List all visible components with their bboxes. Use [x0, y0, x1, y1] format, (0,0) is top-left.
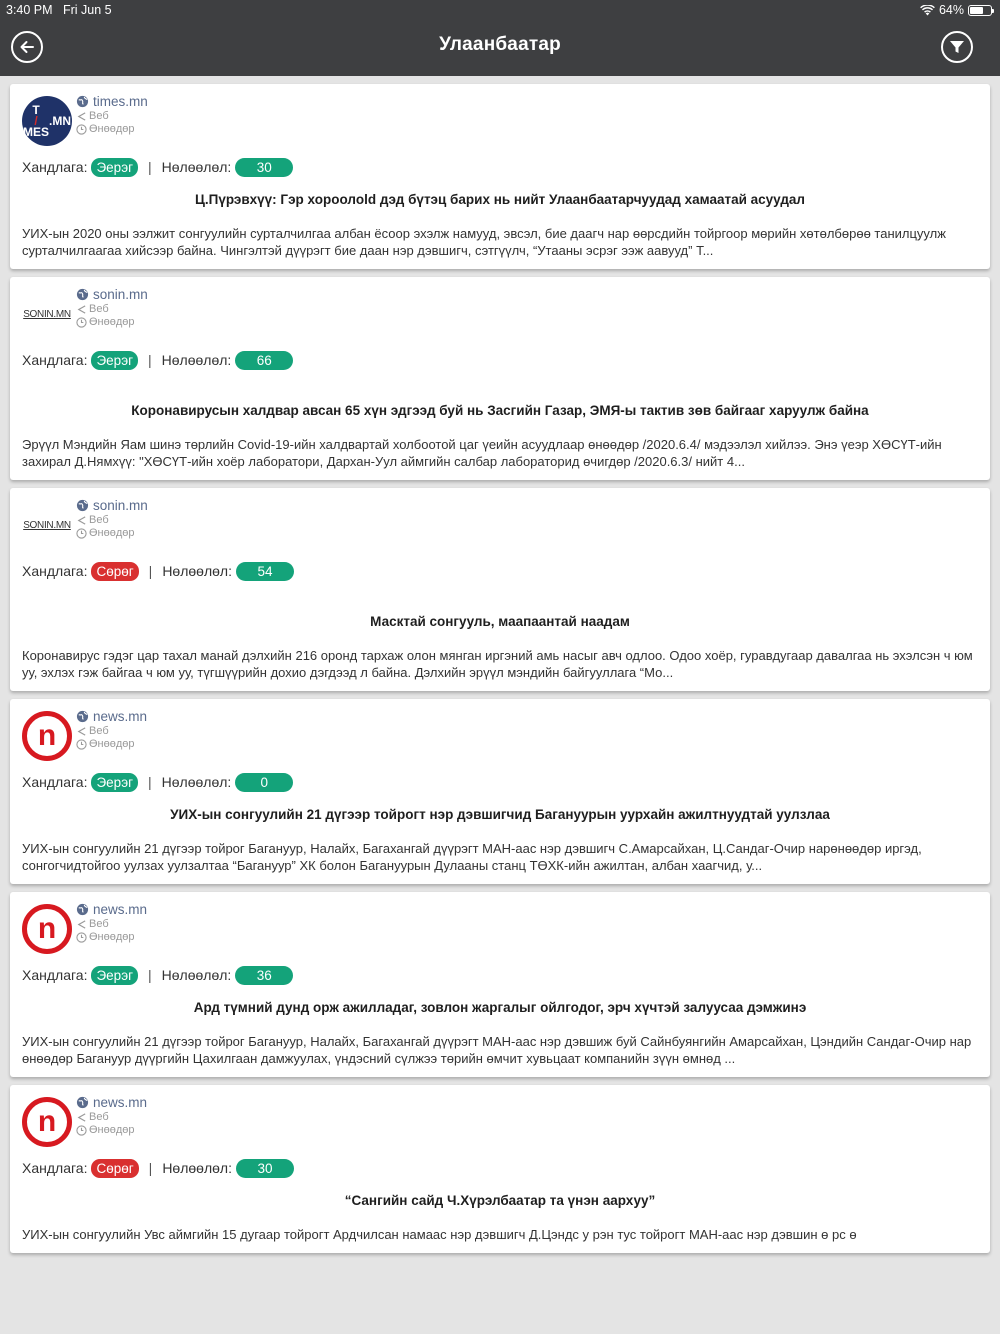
sentiment-badge: Эерэг	[91, 351, 138, 370]
impact-badge: 54	[236, 562, 294, 581]
today-label: Өнөөдөр	[89, 1124, 135, 1136]
source-meta	[76, 498, 148, 539]
source-block	[22, 287, 978, 347]
today-label: Өнөөдөр	[89, 738, 135, 750]
filter-button[interactable]	[941, 31, 973, 63]
impact-label: Нөлөөлөл:	[161, 967, 232, 983]
source-block	[22, 94, 978, 154]
share-icon	[76, 919, 87, 930]
divider: |	[148, 159, 152, 175]
impact-badge: 36	[235, 966, 293, 985]
source-site[interactable]	[76, 287, 148, 302]
globe-icon	[76, 499, 89, 512]
divider: |	[148, 563, 153, 579]
impact-label: Нөлөөлөл:	[161, 159, 232, 175]
globe-icon	[76, 710, 89, 723]
article-headline[interactable]: УИХ-ын сонгуулийн 21 дүгээр тойрогт нэр дэвшигчид Багануурын уурхайн ажилтнуудтай уулзлаа	[170, 807, 830, 822]
impact-label: Нөлөөлөл:	[161, 352, 232, 368]
share-icon	[76, 1112, 87, 1123]
impact-badge: 30	[236, 1159, 294, 1178]
news-feed	[10, 84, 990, 1261]
sentiment-badge: Сөрөг	[91, 1159, 138, 1178]
source-meta	[76, 1095, 147, 1136]
sentiment-badge: Эерэг	[91, 773, 138, 792]
sentiment-badge: Эерэг	[91, 966, 138, 985]
source-site[interactable]	[76, 498, 148, 513]
article-summary: УИХ-ын сонгуулийн 21 дүгээр тойрог Багануур, Налайх, Багахангай дүүрэгт МАН-аас нэр дэвшигч С.Амарсайхан, Ц.Сандаг-Очир нарөнөөдөр иргэд, сонгогчидтойгоо уулзах уулзалтаа “Багануур” ХК болон Багануурын Дулааны станц ТӨХК-ийн ажилтан, албан хаагчид, у...	[22, 841, 922, 873]
web-label: Веб	[89, 725, 109, 737]
sentiment-label: Хандлага:	[22, 967, 88, 983]
source-block	[22, 498, 978, 558]
impact-badge: 66	[235, 351, 293, 370]
source-block	[22, 1095, 978, 1155]
page-title: Улаанбаатар	[439, 34, 561, 55]
impact-label: Нөлөөлөл:	[162, 1160, 232, 1176]
share-icon	[76, 515, 87, 526]
sonin-logo-icon: SONIN.MN	[23, 308, 71, 320]
globe-icon	[76, 1096, 89, 1109]
source-site[interactable]	[76, 1095, 147, 1110]
sentiment-badge: Сөрөг	[91, 562, 138, 581]
source-type	[76, 514, 148, 526]
source-site-name: news.mn	[93, 902, 148, 917]
news-card[interactable]	[10, 699, 990, 884]
news-card[interactable]	[10, 488, 990, 691]
news-card[interactable]	[10, 1085, 990, 1253]
status-bar	[0, 0, 1000, 22]
news-card[interactable]	[10, 277, 990, 480]
stats-row	[22, 349, 978, 371]
published-date	[76, 527, 148, 539]
news-logo-icon: n	[22, 904, 72, 954]
web-label: Веб	[89, 303, 109, 315]
divider: |	[148, 1160, 153, 1176]
clock-icon	[76, 124, 87, 135]
source-type	[76, 110, 148, 122]
impact-label: Нөлөөлөл:	[161, 774, 232, 790]
sentiment-label: Хандлага:	[22, 352, 88, 368]
source-site-name: sonin.mn	[93, 498, 148, 513]
article-headline[interactable]: Ц.Пүрэвхүү: Гэр хороолold дэд бүтэц барих нь нийт Улаанбаатарчуудад хамаатай асуудал	[195, 192, 805, 207]
article-summary: УИХ-ын 2020 оны ээлжит сонгуулийн сурталчилгаа албан ёсоор эхэлж намууд, эвсэл, бие даагч нар өөрсдийн тойргоор мөрийн хөтөлбөрөө танилцуулж сурталчилгаагаа хийсээр байна. Чингэлтэй дүүрэгт бие даан нэр дэвшигч, сэтгүүлч, “Утааны эсрэг ээж аавууд” Т...	[22, 226, 946, 258]
article-headline[interactable]: Масктай сонгууль, маапаантай наадам	[370, 614, 630, 629]
sentiment-label: Хандлага:	[22, 1160, 88, 1176]
battery-percent: 64%	[938, 3, 964, 17]
stats-row	[22, 560, 978, 582]
funnel-icon	[949, 39, 965, 55]
source-block	[22, 709, 978, 769]
impact-badge: 0	[235, 773, 293, 792]
source-type	[76, 918, 147, 930]
web-label: Веб	[89, 110, 109, 122]
published-date	[76, 931, 147, 943]
status-time: 3:40 PM Fri Jun 5	[6, 3, 112, 17]
published-date	[76, 738, 147, 750]
globe-icon	[76, 95, 89, 108]
today-label: Өнөөдөр	[89, 123, 135, 135]
clock-icon	[76, 739, 87, 750]
times-logo-icon: T / MES .MN	[22, 96, 72, 146]
source-block	[22, 902, 978, 962]
article-headline[interactable]: Ард түмний дунд орж ажилладаг, зовлон жаргалыг ойлгодог, эрч хүчтэй залуусаа дэмжинэ	[193, 1000, 807, 1015]
clock-icon	[76, 528, 87, 539]
source-type	[76, 725, 147, 737]
sonin-logo-icon: SONIN.MN	[23, 519, 71, 531]
news-card[interactable]	[10, 84, 990, 269]
source-type	[76, 1111, 147, 1123]
stats-row	[22, 156, 978, 178]
impact-label: Нөлөөлөл:	[162, 563, 232, 579]
share-icon	[76, 304, 87, 315]
source-type	[76, 303, 148, 315]
source-meta	[76, 709, 147, 750]
source-site-name: news.mn	[93, 1095, 148, 1110]
source-meta	[76, 902, 147, 943]
globe-icon	[76, 903, 89, 916]
today-label: Өнөөдөр	[89, 316, 135, 328]
divider: |	[148, 967, 152, 983]
article-summary: Коронавирус гэдэг цар тахал манай дэлхийн 216 оронд тархаж олон мянган иргэний амь насыг авч одлоо. Одоо хоёр, гуравдугаар давалгаа нь эхэлсэн ч юм уу, эхлэх гэж байгаа ч юм уу, түгшүүрийн дохио дэгдээд л байна. Дэлхийн эрүүл мэндийн байгууллага “Мо...	[22, 648, 973, 680]
web-label: Веб	[89, 918, 109, 930]
wifi-icon	[920, 5, 935, 16]
sentiment-label: Хандлага:	[22, 774, 88, 790]
source-site[interactable]	[76, 94, 148, 109]
source-meta	[76, 94, 148, 135]
share-icon	[76, 111, 87, 122]
source-site-name: sonin.mn	[93, 287, 148, 302]
published-date	[76, 1124, 147, 1136]
share-icon	[76, 726, 87, 737]
sentiment-label: Хандлага:	[22, 159, 88, 175]
stats-row	[22, 964, 978, 986]
impact-badge: 30	[235, 158, 293, 177]
battery-icon	[968, 5, 992, 16]
source-site-name: times.mn	[93, 94, 148, 109]
article-headline[interactable]: “Сангийн сайд Ч.Хүрэлбаатар та үнэн аархуу”	[344, 1193, 656, 1208]
source-site-name: news.mn	[93, 709, 148, 724]
globe-icon	[76, 288, 89, 301]
source-site[interactable]	[76, 709, 147, 724]
today-label: Өнөөдөр	[89, 931, 135, 943]
article-summary: УИХ-ын сонгуулийн Увс аймгийн 15 дугаар тойрогт Ардчилсан намаас нэр дэвшигч Д.Цэндс у рэн тус тойрогт МАН-аас нэр дэвшин ө рс ө	[22, 1227, 857, 1242]
article-summary: Эрүүл Мэндийн Яам шинэ төрлийн Covid-19-ийн халдвартай холбоотой цаг үеийн асуудлаар өнөөдөр /2020.6.4/ мэдээлэл хийлээ. Энэ үеэр ХӨСҮТ-ийн захирал Д.Нямхүү: "ХӨСҮТ-ийн хоёр лаборатори, Дархан-Уул аймгийн салбар лабораторид өчигдөр /2020.6.3/ нийт 4...	[22, 437, 942, 469]
today-label: Өнөөдөр	[89, 527, 135, 539]
published-date	[76, 316, 148, 328]
clock-icon	[76, 932, 87, 943]
clock-icon	[76, 1125, 87, 1136]
news-card[interactable]	[10, 892, 990, 1077]
web-label: Веб	[89, 514, 109, 526]
clock-icon	[76, 317, 87, 328]
sentiment-badge: Эерэг	[91, 158, 138, 177]
article-headline[interactable]: Коронавирусын халдвар авсан 65 хүн эдгээд буй нь Засгийн Газар, ЭМЯ-ы тактив зөв байгааг харуулж байна	[131, 403, 869, 418]
published-date	[76, 123, 148, 135]
sentiment-label: Хандлага:	[22, 563, 88, 579]
app-header	[0, 0, 1000, 76]
status-right	[920, 3, 992, 17]
source-site[interactable]	[76, 902, 147, 917]
stats-row	[22, 771, 978, 793]
stats-row	[22, 1157, 978, 1179]
news-logo-icon: n	[22, 711, 72, 761]
web-label: Веб	[89, 1111, 109, 1123]
divider: |	[148, 352, 152, 368]
news-logo-icon: n	[22, 1097, 72, 1147]
divider: |	[148, 774, 152, 790]
source-meta	[76, 287, 148, 328]
article-summary: УИХ-ын сонгуулийн 21 дүгээр тойрог Багануур, Налайх, Багахангай дүүрэгт МАН-аас нэр дэвшиж буй Сайнбуянгийн Амарсайхан, Цэндийн Сандаг-Очир нар өнөөдөр Багануур дүүргийн Цахилгаан дамжуулах, үндэсний сүлжээ төрийн өмчит хувьцаат компанийн зүүн өмнөд ...	[22, 1034, 972, 1066]
